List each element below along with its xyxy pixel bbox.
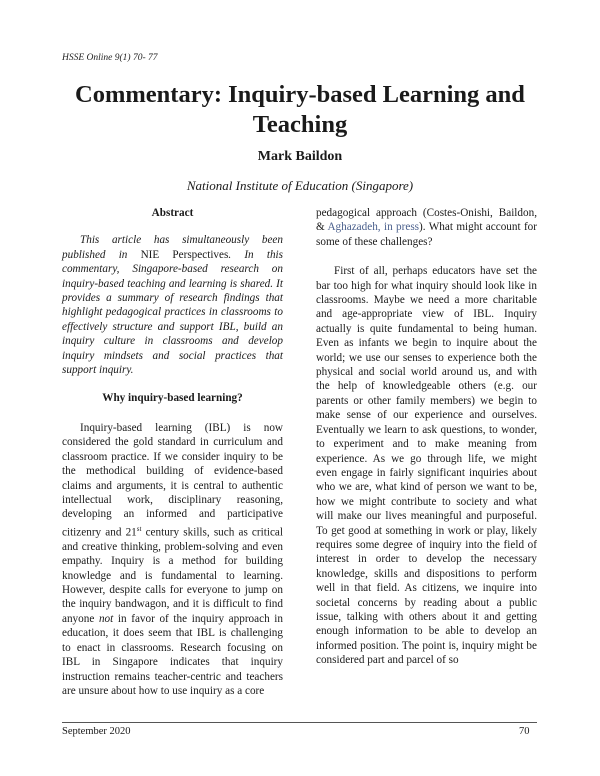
paragraph-1-continued — [316, 206, 537, 249]
paragraph-1-text-a: Inquiry-based learning (IBL) is now considered the gold standard in curriculum and classroom practice. If we consider inquiry to be the methodical building of evidence-based claims and arguments, it is central to authentic intellectual work, disciplinary reasoning, developing an informed and participative citizenry and 21 — [62, 421, 283, 539]
abstract-text-end: . In this commentary, Singapore-based research on inquiry-based teaching and learning is shared. It provides a summary of research findings that highlight pedagogical practices in classrooms to effectively structure and support IBL, build an inquiry culture in classrooms and develop inquiry mindsets and social practices that support inquiry. — [62, 248, 283, 377]
right-column — [316, 206, 537, 668]
footer-divider — [62, 722, 537, 723]
paragraph-1 — [62, 421, 283, 698]
abstract-body — [62, 233, 283, 377]
article-title: Commentary: Inquiry-based Learning and Teaching — [75, 81, 525, 138]
ordinal-superscript: st — [136, 524, 142, 533]
author-affiliation: National Institute of Education (Singapore) — [186, 178, 414, 193]
paragraph-2: First of all, perhaps educators have set the bar too high for what inquiry should look like in classrooms. Maybe we need a more charitable and age-appropriate view of IBL. Inquiry actually is quite fundamental to being human. Even as infants we begin to inquire about the world; we use our senses to experience both the physical and social world around us, and with the help of knowledgeable others (e.g. our parents or other family members) we begin to make sense of our experience and ourselves. Eventually we learn to ask questions, to wonder, to experiment and to make meaning from experience. As we go through life, we might even engage in fairly significant inquiries about who we are, what kind of person we want to be, how we might contribute to society and what will make our lives meaningful and purposeful. To get good at something in work or play, likely requires some degree of inquiry into the field of interest in order to develop the necessary knowledge, skills and dispositions to perform well in that field. As citizens, we inquire into societal concerns by reading about a public issue, talking with others about it and getting enough information to be able to develop an informed position. The point is, inquiry might be considered part and parcel of so — [316, 265, 537, 667]
paragraph-1-text-d-continued: ). What might account for some of these challenges? — [316, 221, 538, 248]
author-name: Mark Baildon — [257, 149, 343, 164]
left-column — [62, 206, 283, 698]
section-heading: Why inquiry-based learning? — [102, 392, 243, 405]
page-number: 70 — [519, 726, 530, 737]
running-head: HSSE Online 9(1) 70- 77 — [62, 53, 158, 63]
paragraph-1-text-c-continued: pedagogical approach (Costes-Onishi, Baildon, & — [316, 207, 537, 234]
citation-link-continued[interactable]: Aghazadeh, in press — [327, 221, 420, 234]
paragraph-1-text-c: in favor of the inquiry approach in education, it does seem that IBL is challenging to enact in classrooms. Research focusing on IBL in Singapore indicates that inquiry instruction remains teacher-centric and teachers are unsure about how to use inquiry as a core — [62, 612, 284, 697]
abstract-text-start: This article has simultaneously been published in — [62, 234, 283, 261]
emphasis-not: not — [98, 612, 114, 625]
abstract-heading: Abstract — [151, 207, 194, 219]
paragraph-1-text-b: century skills, such as critical and creative thinking, problem-solving and even empathy. Inquiry is a method for building knowledge and is fundamental to learning. However, despite calls for everyone to jump on the inquiry bandwagon, and it is difficult to find anyone — [62, 526, 283, 625]
abstract-publication-name: NIE Perspectives — [140, 248, 229, 261]
footer-date: September 2020 — [62, 726, 131, 737]
